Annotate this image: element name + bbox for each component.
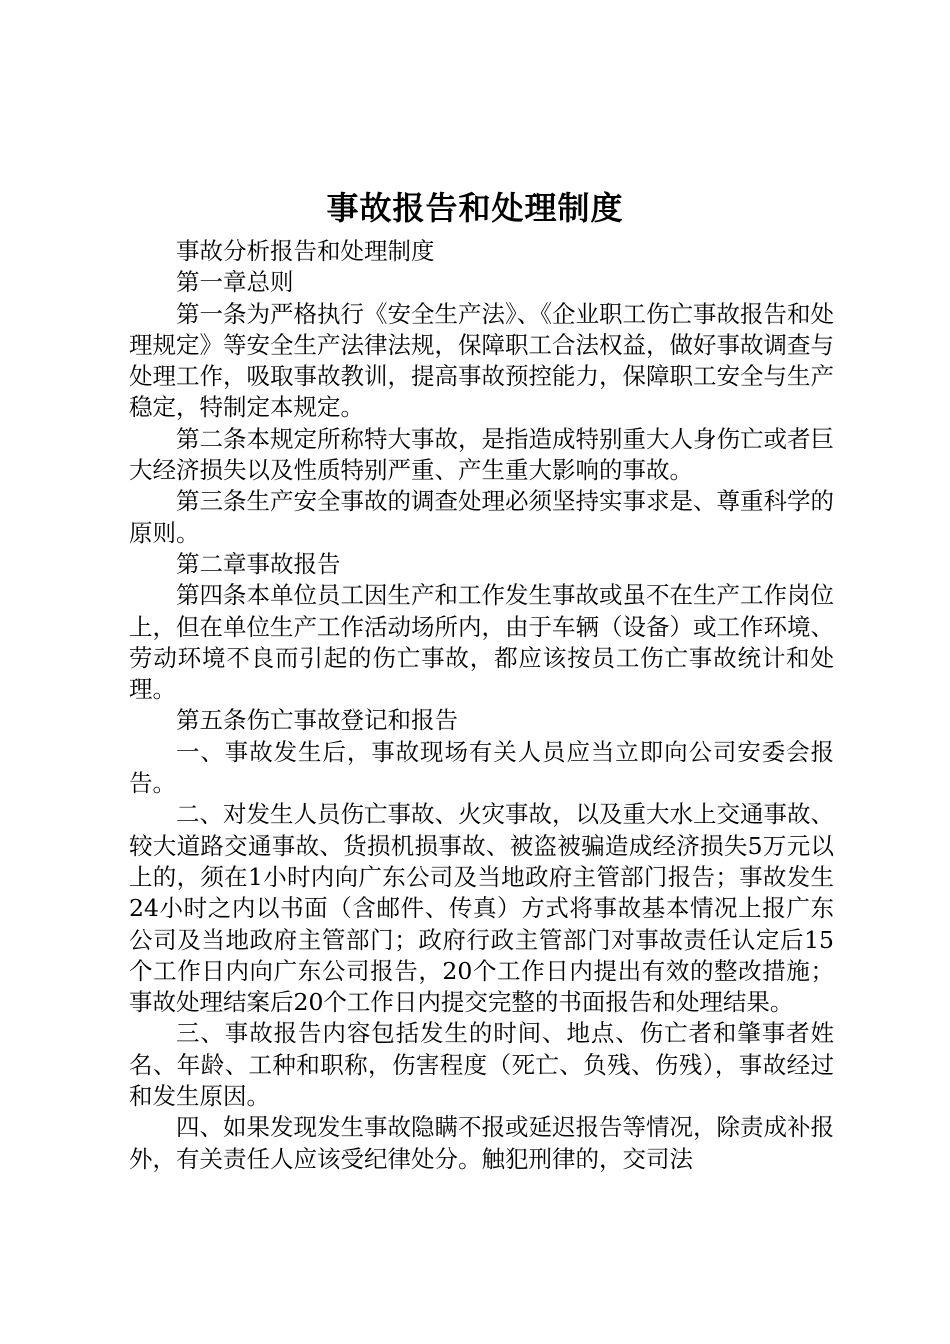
paragraph-subtitle: 事故分析报告和处理制度 bbox=[176, 237, 435, 265]
clause-1: 一、事故发生后，事故现场有关人员应当立即向公司安委会报告。 bbox=[129, 737, 834, 798]
article-5: 第五条伤亡事故登记和报告 bbox=[176, 706, 458, 735]
article-4: 第四条本单位员工因生产和工作发生事故或虽不在生产工作岗位上，但在单位生产工作活动场所内，由于车辆（设备）或工作环境、劳动环境不良而引起的伤亡事故，都应该按员工伤亡事故统计和处理。 bbox=[129, 581, 834, 704]
clause-3: 三、事故报告内容包括发生的时间、地点、伤亡者和肇事者姓名、年龄、工种和职称，伤害程度（死亡、负残、伤残），事故经过和发生原因。 bbox=[129, 1019, 834, 1111]
article-1: 第一条为严格执行《安全生产法》、《企业职工伤亡事故报告和处理规定》等安全生产法律法规，保障职工合法权益，做好事故调查与处理工作，吸取事故教训，提高事故预控能力，保障职工安全与生产稳定，特制定本规定。 bbox=[129, 299, 834, 422]
chapter-1-heading: 第一章总则 bbox=[176, 268, 294, 297]
chapter-2-heading: 第二章事故报告 bbox=[176, 549, 341, 578]
clause-4: 四、如果发现发生事故隐瞒不报或延迟报告等情况，除责成补报外，有关责任人应该受纪律处分。触犯刑律的，交司法 bbox=[129, 1113, 834, 1173]
article-2: 第二条本规定所称特大事故，是指造成特别重大人身伤亡或者巨大经济损失以及性质特别严重、产生重大影响的事故。 bbox=[129, 424, 834, 485]
document-title: 事故报告和处理制度 bbox=[326, 189, 624, 227]
clause-2: 二、对发生人员伤亡事故、火灾事故，以及重大水上交通事故、较大道路交通事故、货损机损事故、被盗被骗造成经济损失5万元以上的，须在1小时内向广东公司及当地政府主管部门报告；事故发生24小时之内以书面（含邮件、传真）方式将事故基本情况上报广东公司及当地政府主管部门；政府行政主管部门对事故责任认定后15个工作日内向广东公司报告，20个工作日内提出有效的整改措施；事故处理结案后20个工作日内提交完整的书面报告和处理结果。 bbox=[129, 800, 834, 1017]
document-body bbox=[129, 236, 834, 1175]
article-3: 第三条生产安全事故的调查处理必须坚持实事求是、尊重科学的原则。 bbox=[129, 487, 834, 547]
